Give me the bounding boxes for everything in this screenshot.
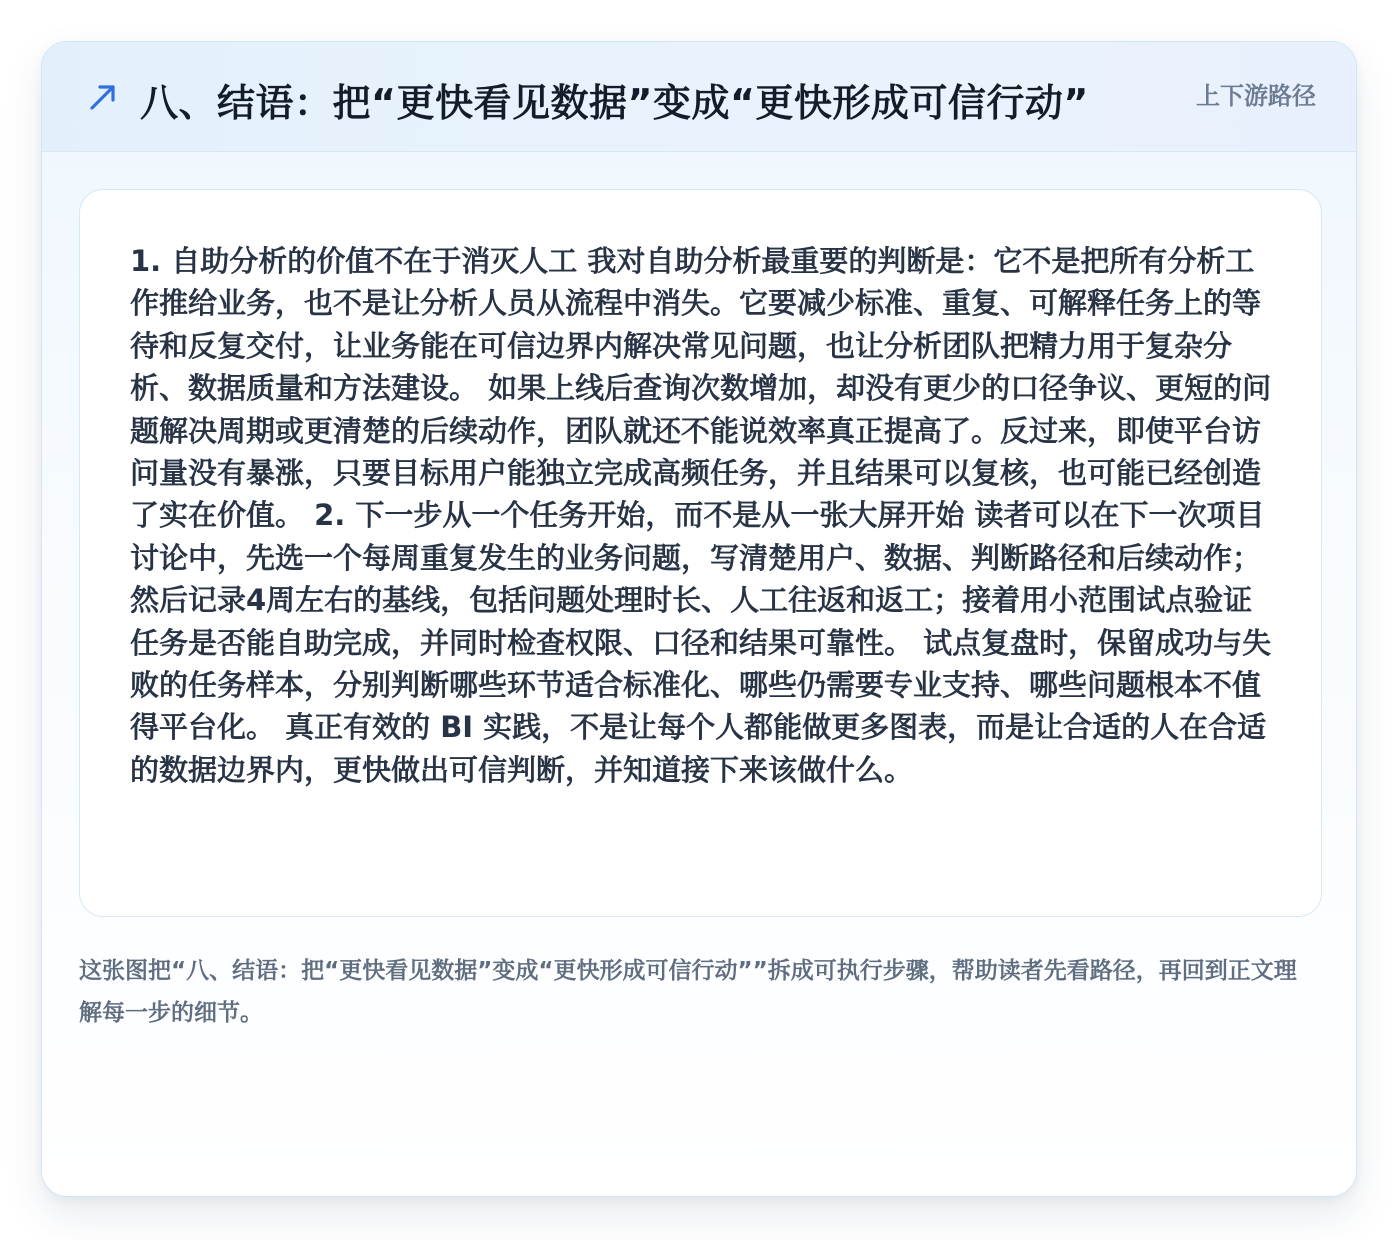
trend-arrow-icon xyxy=(86,80,120,114)
section-tag: 上下游路径 xyxy=(1196,82,1316,110)
body-text: 1. 自助分析的价值不在于消灭人工 我对自助分析最重要的判断是：它不是把所有分析工作推给业务，也不是让分析人员从流程中消失。它要减少标准、重复、可解释任务上的等待和反复交付，让业务能在可信边界内解决常见问题，也让分析团队把精力用于复杂分析、数据质量和方法建设。 如果上线后查询次数增加，却没有更少的口径争议、更短的问题解决周期或更清楚的后续动作，团队就还不能说效率真正提高了。反过来，即使平台访问量没有暴涨，只要目标用户能独立完成高频任务，并且结果可以复核，也可能已经创造了实在价值。 2. 下一步从一个任务开始，而不是从一张大屏开始 读者可以在下一次项目讨论中，先选一个每周重复发生的业务问题，写清楚用户、数据、判断路径和后续动作；然后记录4周左右的基线，包括问题处理时长、人工往返和返工；接着用小范围试点验证任务是否能自助完成，并同时检查权限、口径和结果可靠性。 试点复盘时，保留成功与失败的任务样本，分别判断哪些环节适合标准化、哪些仍需要专业支持、哪些问题根本不值得平台化。 真正有效的 BI 实践，不是让每个人都能做更多图表，而是让合适的人在合适的数据边界内，更快做出可信判断，并知道接下来该做什么。 xyxy=(130,244,1272,787)
body-panel xyxy=(79,189,1322,917)
article-card xyxy=(41,41,1357,1197)
figure-caption: 这张图把“八、结语：把“更快看见数据”变成“更快形成可信行动””拆成可执行步骤，帮助读者先看路径，再回到正文理解每一步的细节。 xyxy=(79,958,1297,1026)
section-title: 八、结语：把“更快看见数据”变成“更快形成可信行动” xyxy=(140,81,1089,125)
section-header xyxy=(42,42,1356,152)
